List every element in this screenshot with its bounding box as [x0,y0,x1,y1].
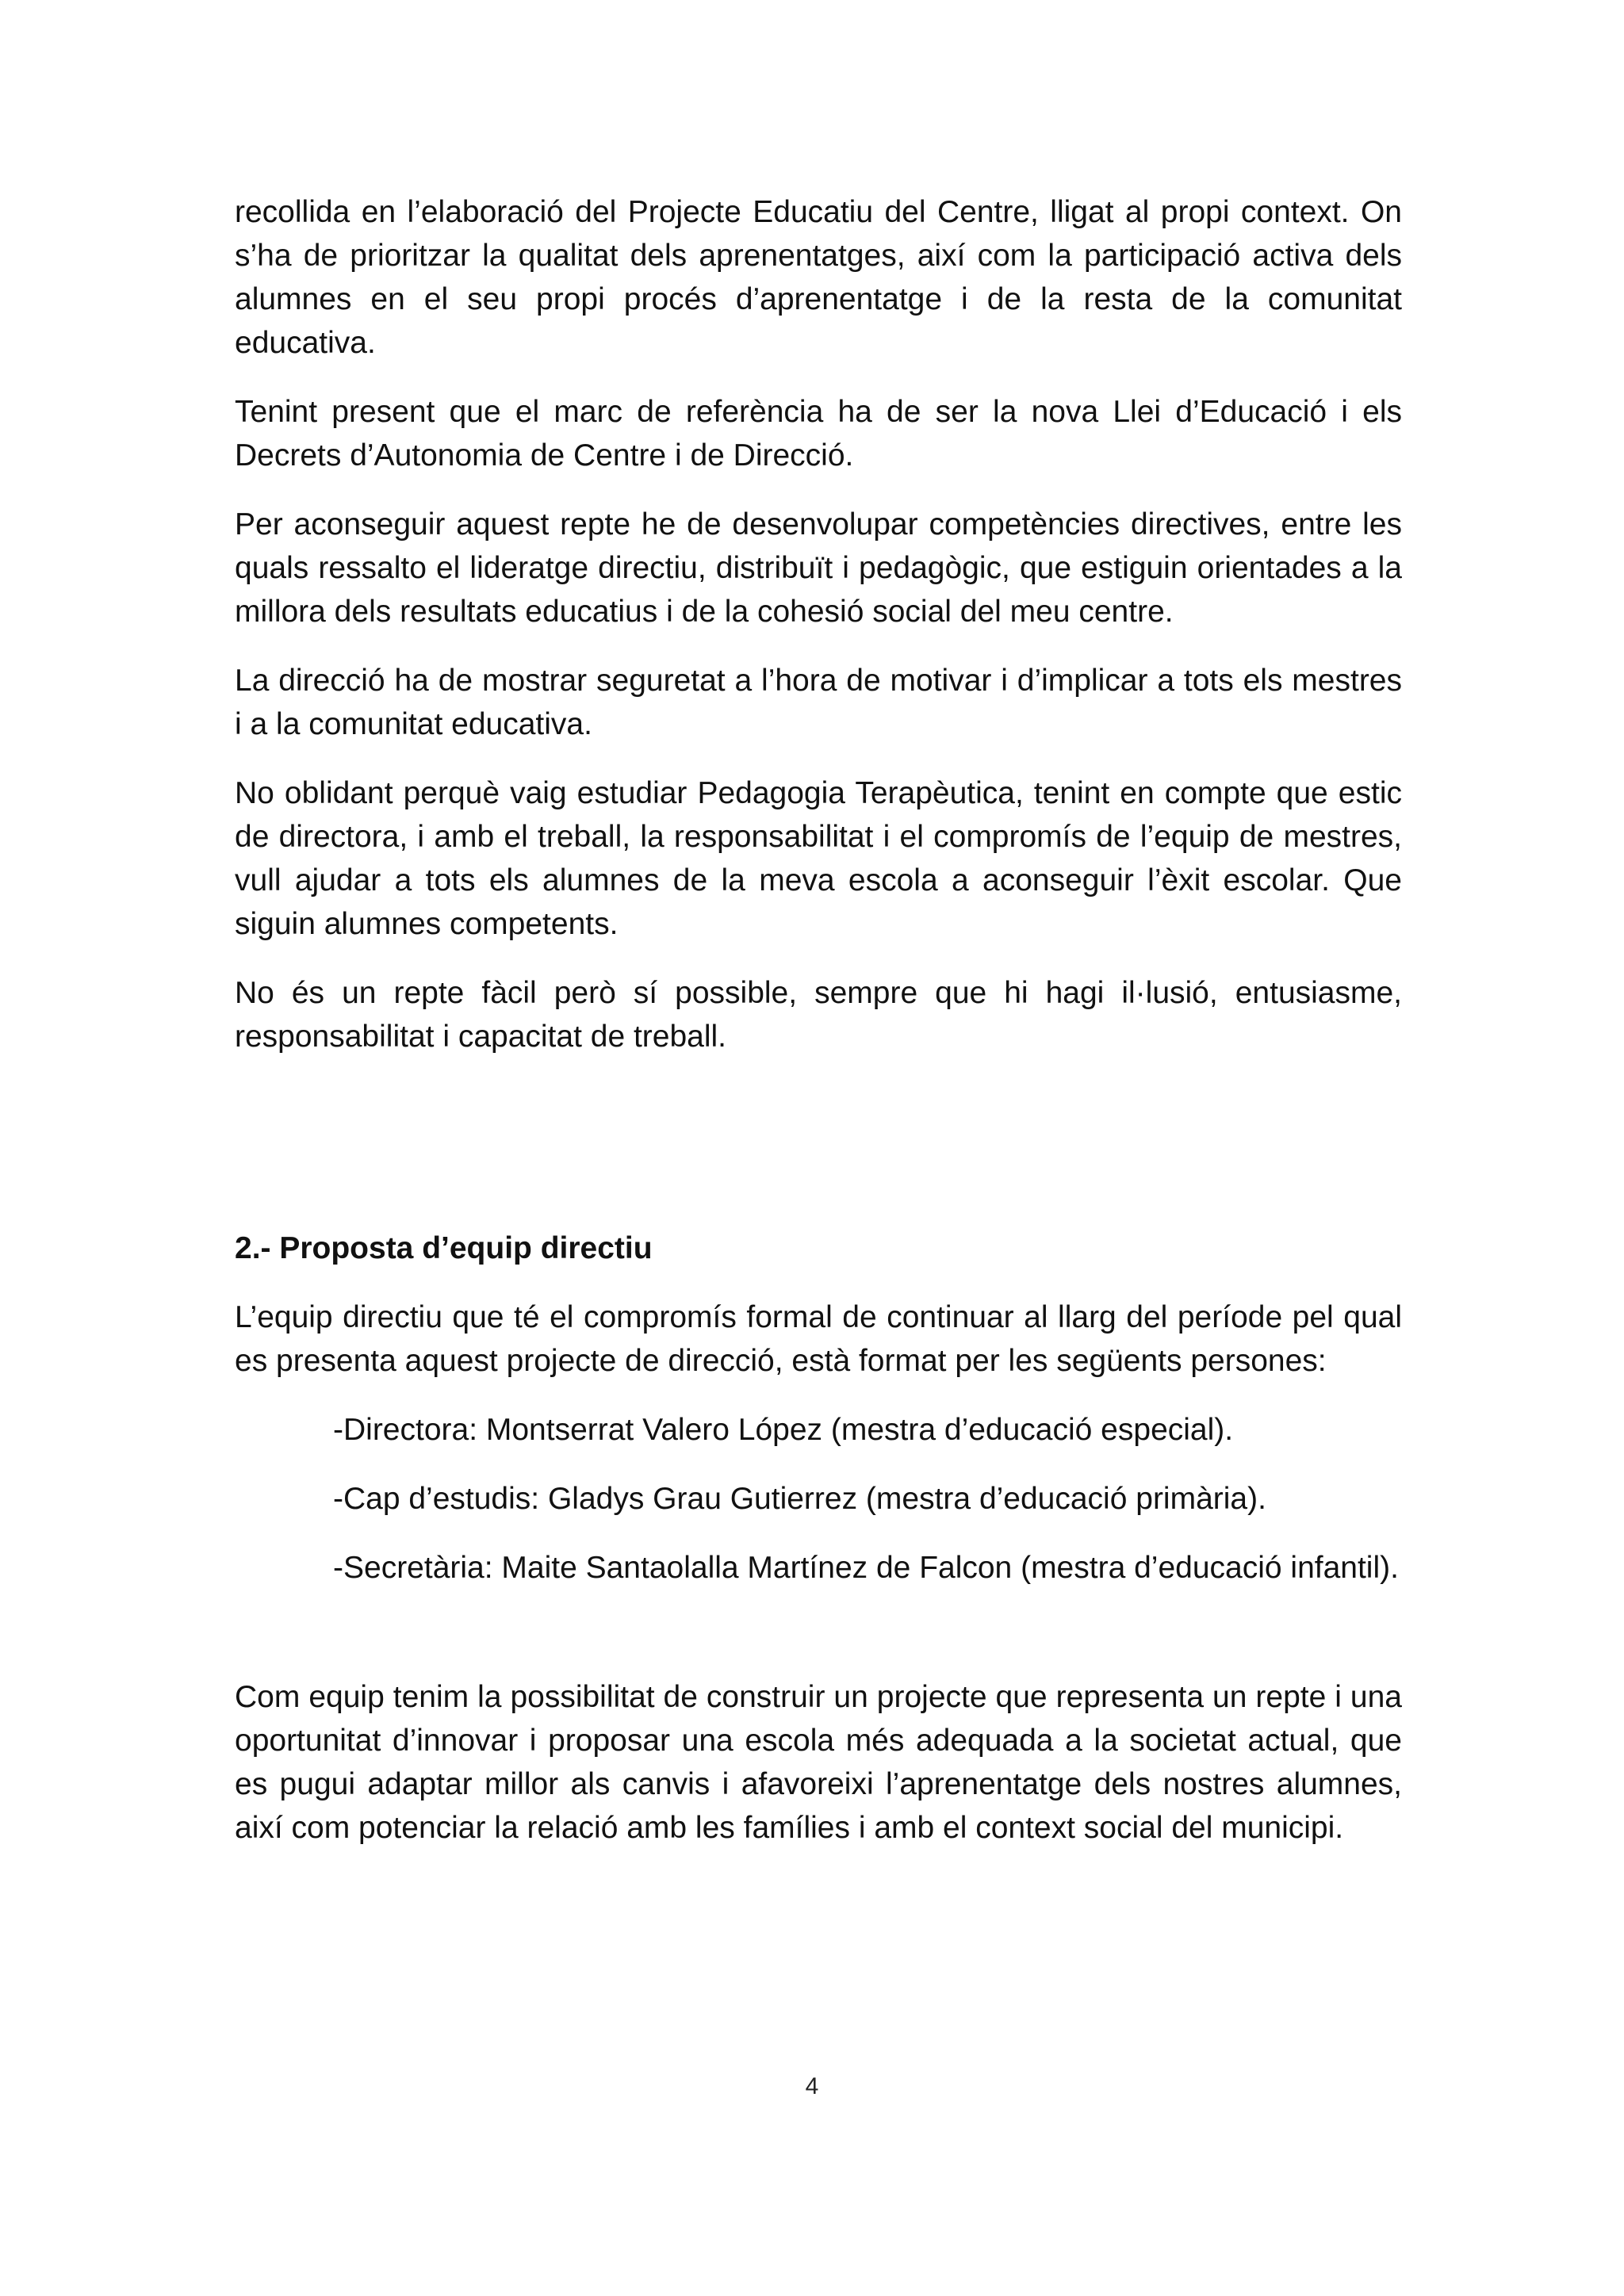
team-member-head-of-studies: -Cap d’estudis: Gladys Grau Gutierrez (mestra d’educació primària). [333,1482,1266,1516]
closing-spacer [235,1615,1402,1675]
closing-paragraph: Com equip tenim la possibilitat de construir un projecte que representa un repte i una oportunitat d’innovar i proposar una escola més adequada a la societat actual, que es pugui adaptar millor als canvis i afavoreixi l’aprenentatge dels nostres alumnes, així com potenciar la relació amb les famílies i amb el context social del municipi. [235,1680,1402,1845]
paragraph-framework: Tenint present que el marc de referència ha de ser la nova Llei d’Educació i els Decrets d’Autonomia de Centre i de Direcció. [235,395,1402,473]
paragraph-competencies: Per aconseguir aquest repte he de desenvolupar competències directives, entre les quals ressalto el lideratge directiu, distribuït i pedagògic, que estiguin orientades a la millora dels resultats educatius i de la cohesió social del meu centre. [235,507,1402,629]
paragraph-pedagogy: No oblidant perquè vaig estudiar Pedagogia Terapèutica, tenint en compte que estic de directora, i amb el treball, la responsabilitat i el compromís de l’equip de mestres, vull ajudar a tots els alumnes de la meva escola a aconseguir l’èxit escolar. Que siguin alumnes competents. [235,776,1402,941]
page-body [235,190,1402,1875]
paragraph-context: recollida en l’elaboració del Projecte Educatiu del Centre, lligat al propi context. On s’ha de prioritzar la qualitat dels aprenentatges, així com la participació activa dels alumnes en el seu propi procés d’aprenentatge i de la resta de la comunitat educativa. [235,195,1402,360]
paragraph-challenge: No és un repte fàcil però sí possible, sempre que hi hagi il·lusió, entusiasme, responsabilitat i capacitat de treball. [235,976,1402,1054]
section-intro: L’equip directiu que té el compromís formal de continuar al llarg del període pel qual es presenta aquest projecte de direcció, està format per les següents persones: [235,1300,1402,1378]
team-member-secretary: -Secretària: Maite Santaolalla Martínez de Falcon (mestra d’educació infantil). [333,1551,1399,1585]
section-heading: 2.- Proposta d’equip directiu [235,1231,653,1265]
team-list [235,1408,1402,1590]
page-number: 4 [805,2073,819,2099]
section-spacer [235,1084,1402,1226]
paragraph-motivation: La direcció ha de mostrar seguretat a l’hora de motivar i d’implicar a tots els mestres i a la comunitat educativa. [235,664,1402,741]
team-member-director: -Directora: Montserrat Valero López (mestra d’educació especial). [333,1413,1234,1447]
